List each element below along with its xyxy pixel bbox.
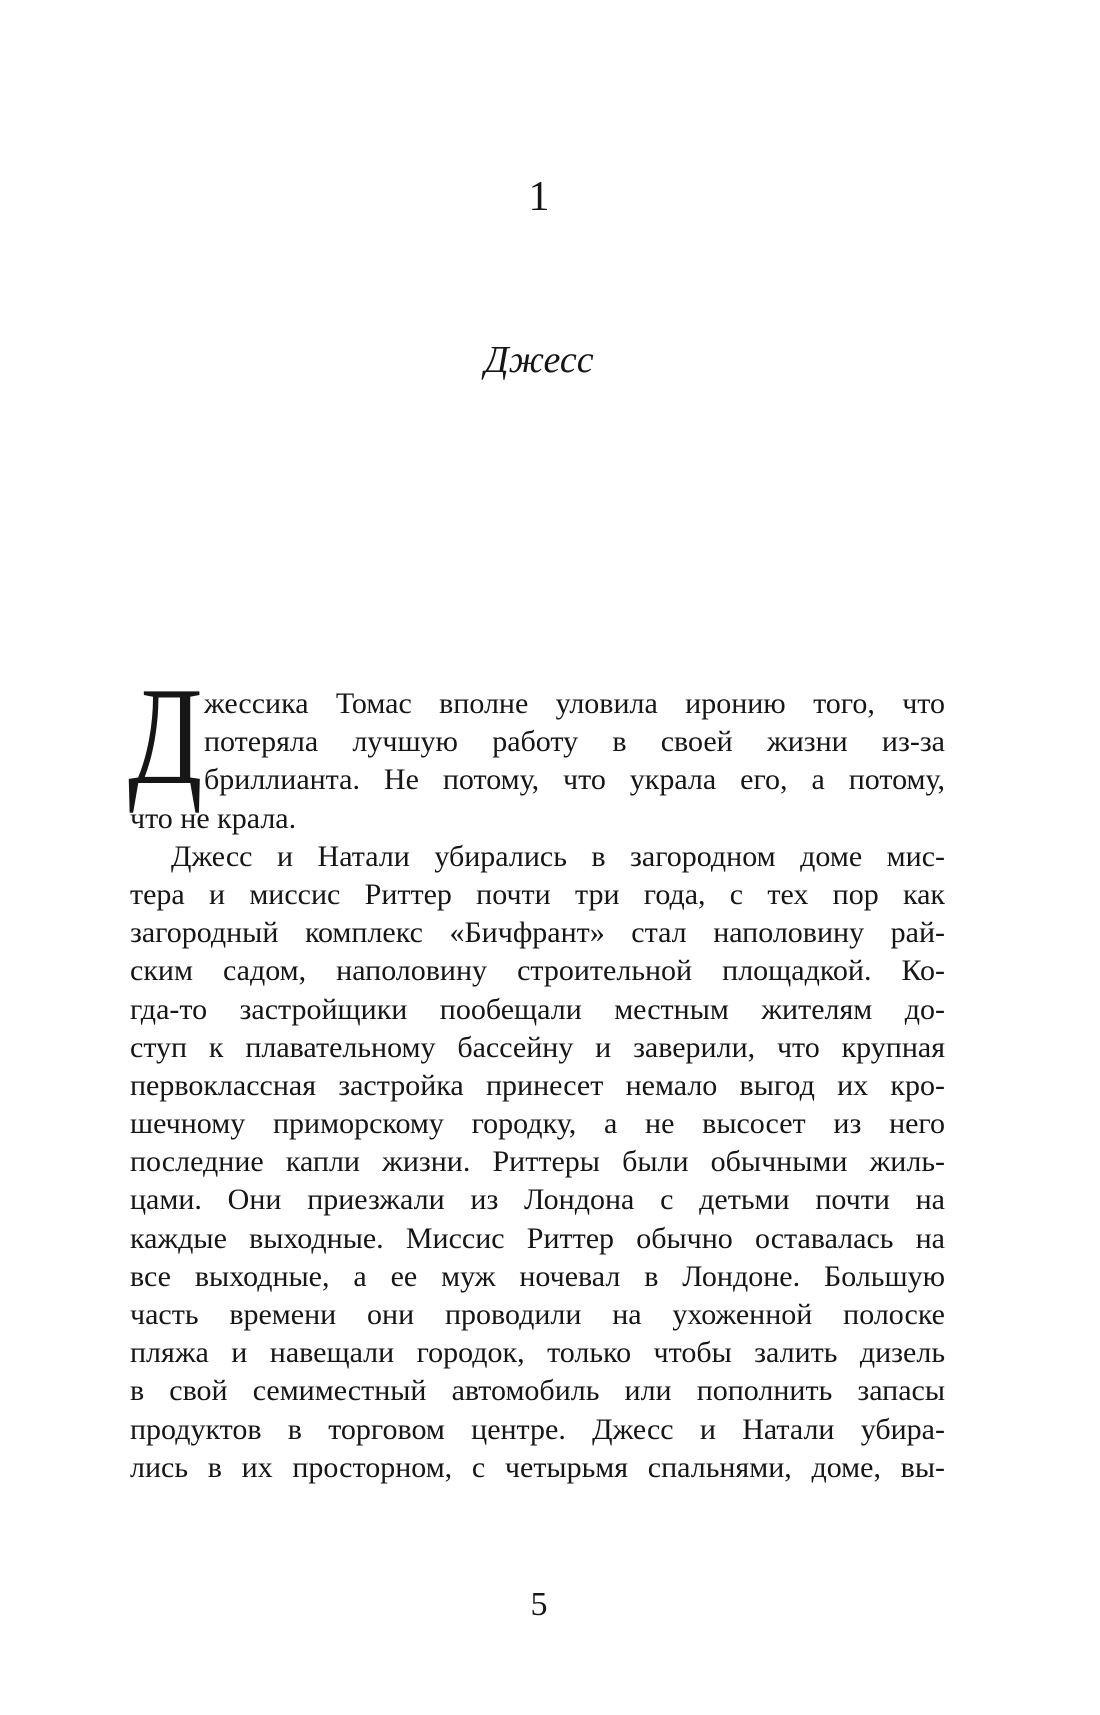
text-line: шечному приморскому городку, а не высосет из него	[130, 1107, 945, 1141]
text-line: первоклассная застройка принесет немало выгод их кро-	[130, 1068, 945, 1102]
text-line: ступ к плавательному бассейну и заверили, что крупная	[130, 1030, 945, 1064]
text-line: пляжа и навещали городок, только чтобы залить дизель	[130, 1336, 945, 1370]
text-line: цами. Они приезжали из Лондона с детьми почти на	[130, 1183, 945, 1217]
text-line: каждые выходные. Миссис Риттер обычно оставалась на	[130, 1221, 945, 1255]
text-line: ским садом, наполовину строительной площадкой. Ко-	[130, 954, 945, 988]
text-line: последние капли жизни. Риттеры были обычными жиль-	[130, 1145, 945, 1179]
text-line: потеряла лучшую работу в своей жизни из-за	[204, 725, 945, 759]
text-line: что не крала.	[130, 801, 297, 835]
text-line: в свой семиместный автомобиль или пополнить запасы	[130, 1374, 945, 1408]
text-line: продуктов в торговом центре. Джесс и Натали убира-	[130, 1412, 945, 1446]
text-line: лись в их просторном, с четырьмя спальнями, доме, вы-	[130, 1450, 945, 1484]
body-text	[128, 659, 945, 1487]
text-line: жессика Томас вполне уловила иронию того, что	[204, 687, 945, 720]
chapter-number: 1	[528, 174, 550, 220]
text-line: Джесс и Натали убирались в загородном доме мис-	[171, 839, 945, 873]
text-line: тера и миссис Риттер почти три года, с тех пор как	[130, 877, 945, 911]
drop-cap: Д	[128, 659, 203, 814]
text-line: гда-то застройщики пообещали местным жителям до-	[130, 992, 945, 1026]
text-line: все выходные, а ее муж ночевал в Лондоне. Большую	[130, 1259, 945, 1293]
text-line: загородный комплекс «Бичфрант» стал наполовину рай-	[130, 916, 945, 950]
text-line: бриллианта. Не потому, что украла его, а потому,	[204, 763, 945, 797]
chapter-title: Джесс	[484, 339, 594, 381]
text-line: часть времени они проводили на ухоженной полоске	[130, 1298, 945, 1331]
page-number: 5	[530, 1586, 548, 1623]
